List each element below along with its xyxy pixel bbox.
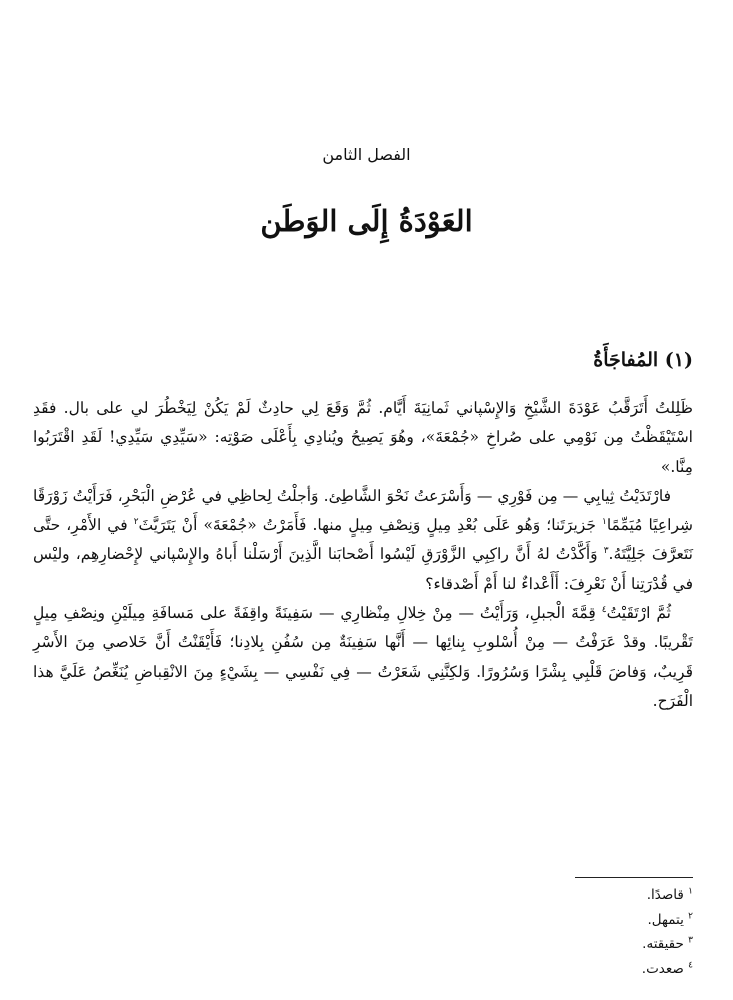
footnote-number: ٣ (688, 935, 693, 946)
paragraph-2-text-a: فارْتَدَيْتُ ثِيابِي — مِن فَوْرِي — وَأَسْرَعتُ نَحْوَ الشَّاطِئ. وَأجلْتُ لِحاظِي في عُرْضِ الْبَحْرِ، فَرَأَيْتُ زَوْرَقًا شِراعِيًا مُيَمِّمًا (33, 486, 694, 535)
paragraph-2-text-b: جَزيرَتَنا؛ وَهُو عَلَى بُعْدِ مِيلٍ وَنِصْفِ مِيلٍ منها. فَأَمَرْتُ «جُمْعَةَ» أَنْ يَتَرَيَّثَ (138, 516, 602, 535)
chapter-label: الفصل الثامن (322, 145, 411, 164)
footnotes (393, 883, 693, 981)
paragraph-3-text-b: قِمَّةَ الْجبلِ، وَرَأَيْتُ — مِنْ خِلالِ مِنْظارِي — سَفِينَةً واقِفَةً على مَسافَةِ مِيلَيْنِ ونِصْفِ مِيلٍ تَقْريبًا. وقدْ عَرَفْتُ — مِنْ أُسْلوبِ بِنائِها — أَنَّها سَفِينَةٌ مِن سُفُنِ بِلادِنا؛ فَأَيْقَنْتُ أَنَّ خَلاصي مِنَ الأَسْرِ قَرِيبٌ، وَفاضَ قَلْبِي بِشْرًا وَسُرُورًا. وَلكِنَّنِي شَعَرْتُ — فِي نَفْسِي — بِشَيْءٍ مِنَ الانْقِباضِ يُنَغِّصُ عَلَيَّ هذا الْفَرَح. (33, 604, 693, 710)
footnote-divider (575, 877, 693, 878)
footnote-ref-2[interactable]: ٢ (133, 517, 139, 528)
footnote-number: ٤ (688, 960, 693, 970)
footnote-ref-4[interactable]: ٤ (601, 604, 607, 615)
footnote-text: حقيقته. (642, 936, 684, 952)
footnote-ref-3[interactable]: ٣ (603, 546, 609, 557)
paragraph-3-text-a: ثُمَّ ارْتَقَيْتُ (606, 604, 672, 623)
chapter-title: العَوْدَةُ إِلَى الوَطَن (260, 204, 473, 238)
footnote-text: صعدت. (641, 960, 684, 977)
footnote-number: ٢ (688, 911, 693, 921)
paragraph-2-text-c: في الأَمْرِ، حتَّى نَتَعرَّفَ جَلِيَّتَهُ. (33, 516, 693, 564)
paragraph-2 (33, 482, 693, 599)
paragraph-1 (33, 394, 693, 482)
body-text (33, 394, 693, 716)
footnote-number: ١ (688, 886, 693, 897)
footnote-text: قاصدًا. (646, 887, 684, 903)
footnote-item (393, 883, 693, 908)
footnote-item (393, 932, 693, 957)
paragraph-1-text: ظَلِلتُ أَتَرَقَّبُ عَوْدَةَ الشَّيْخِ وَالإِسْپاني ثَمانِيَةَ أَيَّام. ثُمَّ وَقَعَ لِي حادِثٌ لَمْ يَكُنْ لِيَخْطُرَ لي على بال. فقَدِ اسْتَيْقَظْتُ مِن نَوْمِي على صُراخِ «جُمْعَةَ»، وهُوَ يَصِيحُ ويُنادِي بِأَعْلَى صَوْتِه: «سَيِّدِي سَيِّدِي! لَقَدِ اقْتَرَبُوا مِنَّا.» (33, 399, 693, 476)
footnote-item (393, 957, 693, 982)
paragraph-3 (33, 599, 693, 716)
paragraph-2-text-d: وَأَكَّدْتُ لهُ أَنَّ راكِبِي الزَّوْرَقِ لَيْسُوا أَصْحابَنا الَّذِينَ أَرْسَلْنا أَباهُ والإِسْپاني لإِحْضارِهِم، وليْس في قُدْرَتِنا أَنْ نَعْرِفَ: أَأَعْداءٌ لنا أَمْ أَصْدقاء؟ (33, 545, 693, 593)
footnote-text: يتمهل. (647, 911, 684, 928)
footnote-ref-1[interactable]: ١ (601, 517, 607, 528)
section-heading: (١) المُفاجَأَةُ (593, 349, 693, 371)
footnote-item (393, 908, 693, 933)
